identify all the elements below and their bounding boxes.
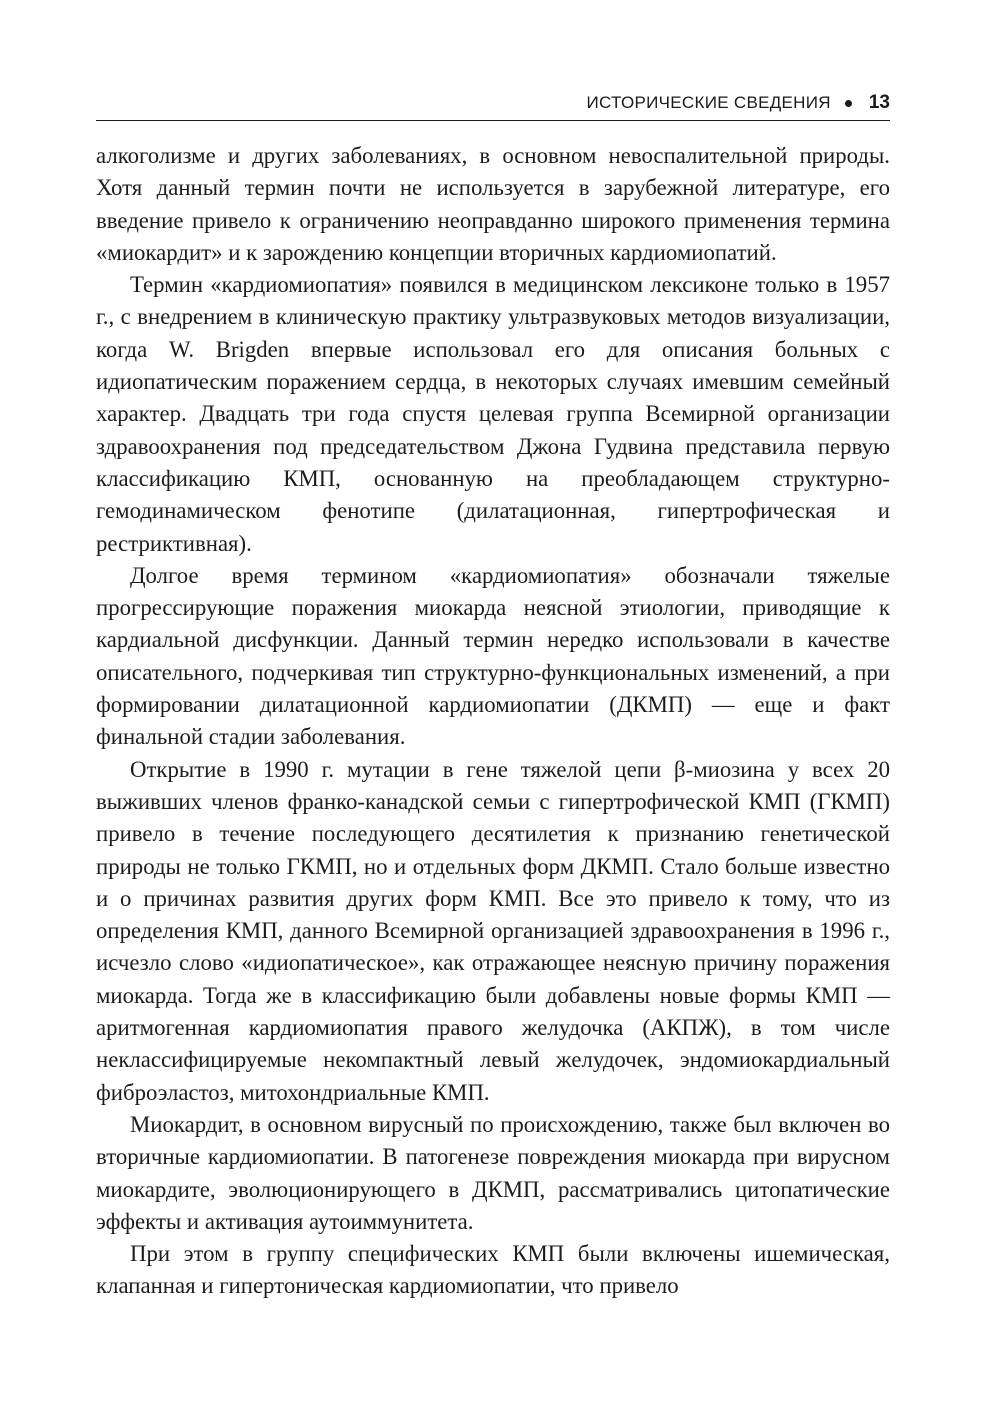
bullet-separator — [845, 100, 852, 107]
paragraph: Долгое время термином «кардиомиопатия» обозначали тяжелые прогрессирующие поражения миокарда неясной этиологии, приводящие к кардиальной дисфункции. Данный термин нередко использовали в качестве описательного, подчеркивая тип структурно-функциональных изменений, а при формировании дилатационной кардиомиопатии (ДКМП) — еще и факт финальной стадии заболевания. — [96, 562, 890, 750]
page-number: 13 — [868, 92, 890, 113]
paragraph: При этом в группу специфических КМП были включены ишемическая, клапанная и гипертоническая кардиомиопатии, что привело — [96, 1241, 890, 1299]
running-head — [96, 86, 890, 121]
body-text — [96, 140, 890, 1303]
paragraph-continued: алкоголизме и других заболеваниях, в основном невоспалительной природы. Хотя данный термин почти не используется в зарубежной литературе, его введение привело к ограничению неоправданно широкого применения термина «миокардит» и к зарождению концепции вторичных кардиомиопатий. — [96, 143, 890, 265]
paragraph: Термин «кардиомиопатия» появился в медицинском лексиконе только в 1957 г., с внедрением в клиническую практику ультразвуковых методов визуализации, когда W. Brigden впервые использовал его для описания больных с идиопатическим поражением сердца, в некоторых случаях имевшим семейный характер. Двадцать три года спустя целевая группа Всемирной организации здравоохранения под председательством Джона Гудвина представила первую классификацию КМП, основанную на преобладающем структурно-гемодинамическом фенотипе (дилатационная, гипертрофическая и рестриктивная). — [96, 272, 890, 556]
section-title: ИСТОРИЧЕСКИЕ СВЕДЕНИЯ — [586, 93, 831, 112]
paragraph: Открытие в 1990 г. мутации в гене тяжелой цепи β-миозина у всех 20 выживших членов франко-канадской семьи с гипертрофической КМП (ГКМП) привело в течение последующего десятилетия к признанию генетической природы не только ГКМП, но и отдельных форм ДКМП. Стало больше известно и о причинах развития других форм КМП. Все это привело к тому, что из определения КМП, данного Всемирной организацией здравоохранения в 1996 г., исчезло слово «идиопатическое», как отражающее неясную причину поражения миокарда. Тогда же в классификацию были добавлены новые формы КМП — аритмогенная кардиомиопатия правого желудочка (АКПЖ), в том числе неклассифицируемые некомпактный левый желудочек, эндомиокардиальный фиброэластоз, митохондриальные КМП. — [96, 756, 890, 1105]
paragraph: Миокардит, в основном вирусный по происхождению, также был включен во вторичные кардиомиопатии. В патогенезе повреждения миокарда при вирусном миокардите, эволюционирующего в ДКМП, рассматривались цитопатические эффекты и активация аутоиммунитета. — [96, 1111, 890, 1234]
